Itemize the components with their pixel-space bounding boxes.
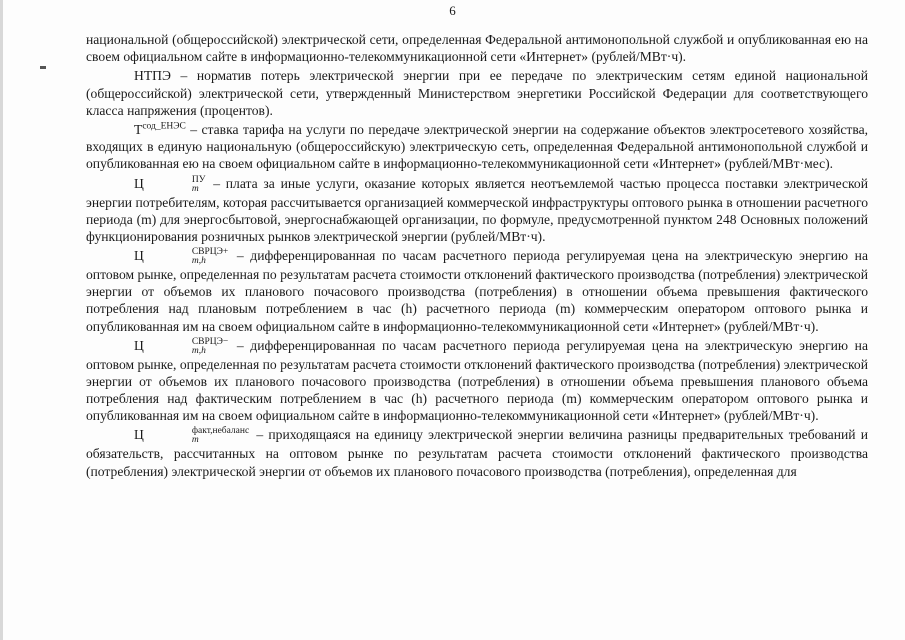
paragraph-imbalance [86,426,868,479]
scan-edge [0,0,3,640]
paragraph-text: НТПЭ – норматив потерь электрической энергии при ее передаче по электрическим сетям единой национальной (общероссийской) электрической сети, утвержденный Министерством энергетики Российской Федерации для соответствующего класса напряжения (процентов). [86,68,868,118]
symbol-main: Ц [134,175,144,191]
symbol-superscript: ПУ [191,174,206,185]
symbol-superscript: СВРЦЭ+ [191,246,229,257]
paragraph-ntpe [86,67,868,119]
symbol-superscript: сод_ЕНЭС [142,121,186,132]
symbol-main: Ц [134,248,144,264]
document-body [86,31,868,482]
paragraph-text: – дифференцированная по часам расчетного периода регулируемая цена на электрическую энергию на оптовом рынке, определенная по результатам расчета стоимости отклонений фактического производства (потребления) электрической энергии от объемов их планового почасового производства (потребления) в отношении объема превышения планового объема потребления над фактическим потреблением в час (h) расчетного периода (m) коммерческим оператором оптового рынка и опубликованная им на своем официальном сайте в информационно-телекоммуникационной сети «Интернет» (рублей/МВт·ч). [86,337,868,424]
symbol-indices [144,248,228,266]
symbol-subscript: m [191,435,199,446]
symbol-superscript: СВРЦЭ− [191,336,229,347]
symbol-subscript: m,h [191,345,206,356]
formula-symbol [134,122,186,137]
paragraph-text: – приходящаяся на единицу электрической энергии величина разницы предварительных требований и обязательств, рассчитанных на оптовом рынке по результатам расчета стоимости отклонений фактического производства (потребления) электрической энергии от объемов их планового почасового производства (потребления), определенная для [86,427,868,479]
symbol-subscript: m,h [191,255,206,266]
symbol-main: Ц [134,337,144,353]
paragraph-other-services-fee [86,175,868,245]
formula-symbol [134,246,230,266]
symbol-indices [144,427,249,445]
paragraph-continuation [86,31,868,65]
paragraph-price-minus [86,337,868,425]
paragraph-text: – дифференцированная по часам расчетного периода регулируемая цена на электрическую энергию на оптовом рынке, определенная по результатам расчета стоимости отклонений фактического производства (потребления) электрической энергии от объемов их планового почасового производства (потребления) в отношении объема превышения фактического потребления над плановым потреблением в час (h) расчетного периода (m) коммерческим оператором оптового рынка и опубликованная им на своем официальном сайте в информационно-телекоммуникационной сети «Интернет» (рублей/МВт·ч). [86,248,868,334]
symbol-subscript: m [191,183,199,194]
formula-symbol [134,426,251,446]
symbol-indices [144,176,206,194]
page-number: 6 [449,3,456,18]
formula-symbol [134,174,207,194]
paragraph-text: – плата за иные услуги, оказание которых является неотъемлемой частью процесса поставки электрической энергии потребителям, которая рассчитывается организацией коммерческой инфраструктуры оптового рынка в отношении расчетного периода (m) для энергосбытовой, энергоснабжающей организации, по формуле, предусмотренной пунктом 248 Основных положений функционирования розничных рынков электрической энергии (рублей/МВт·ч). [86,175,868,244]
paragraph-text: национальной (общероссийской) электрической сети, определенная Федеральной антимонопольной службой и опубликованная ею на своем официальном сайте в информационно-телекоммуникационной сети «Интернет» (рублей/МВт·ч). [86,32,868,65]
margin-mark [40,66,46,69]
symbol-superscript: факт,небаланс [191,426,250,437]
symbol-main: Ц [134,427,144,443]
paragraph-tariff-rate [86,121,868,173]
paragraph-price-plus [86,247,868,335]
symbol-indices [144,338,228,356]
formula-symbol [134,336,230,356]
paragraph-text: – ставка тарифа на услуги по передаче электрической энергии на содержание объектов электросетевого хозяйства, входящих в единую национальную (общероссийскую) электрическую сеть, определенная Федеральной антимонопольной службой и опубликованная ею на своем официальном сайте в информационно-телекоммуникационной сети «Интернет» (рублей/МВт·мес). [86,122,868,172]
symbol-main: Т [134,122,143,138]
